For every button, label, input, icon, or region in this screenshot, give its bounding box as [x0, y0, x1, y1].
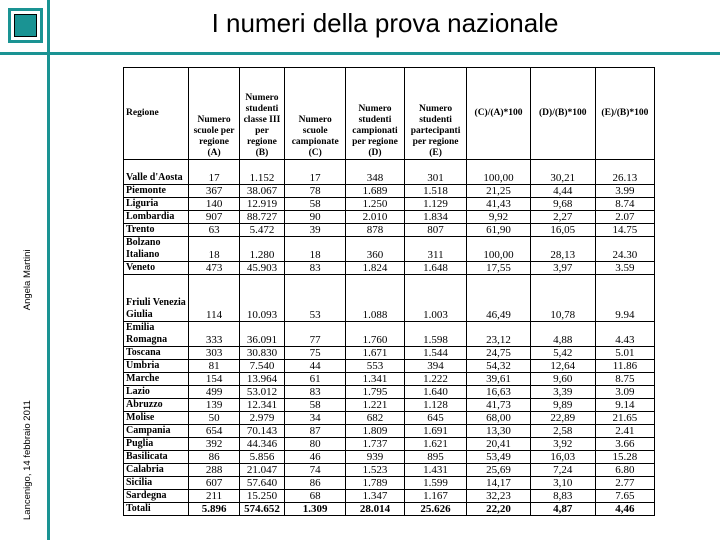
header-row [124, 68, 655, 160]
value-cell: 44 [285, 360, 346, 373]
value-cell: 83 [285, 386, 346, 399]
value-cell: 12.341 [239, 399, 284, 412]
value-cell: 878 [346, 224, 405, 237]
value-cell: 1.129 [404, 198, 467, 211]
region-cell: Totali [124, 503, 189, 516]
value-cell: 367 [189, 185, 239, 198]
value-cell: 1.809 [346, 425, 405, 438]
region-cell: Campania [124, 425, 189, 438]
value-cell: 1.309 [285, 503, 346, 516]
value-cell: 53.012 [239, 386, 284, 399]
value-cell: 895 [404, 451, 467, 464]
value-cell: 53,49 [467, 451, 530, 464]
table-row [124, 185, 655, 198]
value-cell: 311 [404, 237, 467, 262]
value-cell: 348 [346, 160, 405, 185]
value-cell: 46,49 [467, 275, 530, 322]
value-cell: 12,64 [530, 360, 595, 373]
value-cell: 80 [285, 438, 346, 451]
value-cell: 83 [285, 262, 346, 275]
logo-fill-icon [14, 14, 37, 37]
value-cell: 2.010 [346, 211, 405, 224]
region-cell: Abruzzo [124, 399, 189, 412]
region-cell: Veneto [124, 262, 189, 275]
value-cell: 4,44 [530, 185, 595, 198]
value-cell: 17 [189, 160, 239, 185]
table-row [124, 438, 655, 451]
value-cell: 32,23 [467, 490, 530, 503]
value-cell: 39 [285, 224, 346, 237]
value-cell: 1.280 [239, 237, 284, 262]
region-cell: Valle d'Aosta [124, 160, 189, 185]
value-cell: 211 [189, 490, 239, 503]
value-cell: 38.067 [239, 185, 284, 198]
value-cell: 3.59 [595, 262, 654, 275]
value-cell: 645 [404, 412, 467, 425]
value-cell: 1.737 [346, 438, 405, 451]
value-cell: 77 [285, 322, 346, 347]
value-cell: 1.518 [404, 185, 467, 198]
value-cell: 303 [189, 347, 239, 360]
value-cell: 3.99 [595, 185, 654, 198]
value-cell: 1.523 [346, 464, 405, 477]
value-cell: 16,63 [467, 386, 530, 399]
value-cell: 154 [189, 373, 239, 386]
column-header: Numero scuole per regione (A) [189, 68, 239, 160]
value-cell: 1.598 [404, 322, 467, 347]
value-cell: 9,89 [530, 399, 595, 412]
value-cell: 18 [285, 237, 346, 262]
value-cell: 15.250 [239, 490, 284, 503]
horizontal-divider [0, 52, 720, 55]
value-cell: 68 [285, 490, 346, 503]
value-cell: 4.43 [595, 322, 654, 347]
value-cell: 36.091 [239, 322, 284, 347]
value-cell: 14,17 [467, 477, 530, 490]
value-cell: 45.903 [239, 262, 284, 275]
value-cell: 58 [285, 399, 346, 412]
value-cell: 28,13 [530, 237, 595, 262]
value-cell: 9.14 [595, 399, 654, 412]
value-cell: 2.07 [595, 211, 654, 224]
value-cell: 13,30 [467, 425, 530, 438]
value-cell: 1.222 [404, 373, 467, 386]
region-cell: Molise [124, 412, 189, 425]
value-cell: 17,55 [467, 262, 530, 275]
value-cell: 21,25 [467, 185, 530, 198]
value-cell: 2,27 [530, 211, 595, 224]
region-cell: Liguria [124, 198, 189, 211]
value-cell: 1.431 [404, 464, 467, 477]
region-cell: Toscana [124, 347, 189, 360]
value-cell: 46 [285, 451, 346, 464]
value-cell: 333 [189, 322, 239, 347]
value-cell: 301 [404, 160, 467, 185]
value-cell: 574.652 [239, 503, 284, 516]
region-cell: Basilicata [124, 451, 189, 464]
value-cell: 6.80 [595, 464, 654, 477]
region-cell: Friuli Venezia Giulia [124, 275, 189, 322]
value-cell: 114 [189, 275, 239, 322]
value-cell: 18 [189, 237, 239, 262]
table-row [124, 275, 655, 322]
table-row [124, 373, 655, 386]
value-cell: 394 [404, 360, 467, 373]
table-row [124, 503, 655, 516]
value-cell: 1.671 [346, 347, 405, 360]
value-cell: 81 [189, 360, 239, 373]
value-cell: 140 [189, 198, 239, 211]
value-cell: 4,87 [530, 503, 595, 516]
value-cell: 86 [285, 477, 346, 490]
table-row [124, 211, 655, 224]
value-cell: 1.088 [346, 275, 405, 322]
table-row [124, 262, 655, 275]
value-cell: 8.74 [595, 198, 654, 211]
value-cell: 12.919 [239, 198, 284, 211]
value-cell: 41,73 [467, 399, 530, 412]
value-cell: 25.626 [404, 503, 467, 516]
region-cell: Calabria [124, 464, 189, 477]
column-header: (E)/(B)*100 [595, 68, 654, 160]
value-cell: 61 [285, 373, 346, 386]
value-cell: 5.856 [239, 451, 284, 464]
value-cell: 78 [285, 185, 346, 198]
value-cell: 3,39 [530, 386, 595, 399]
value-cell: 5,42 [530, 347, 595, 360]
value-cell: 1.760 [346, 322, 405, 347]
region-cell: Emilia Romagna [124, 322, 189, 347]
value-cell: 9,92 [467, 211, 530, 224]
value-cell: 2.979 [239, 412, 284, 425]
value-cell: 34 [285, 412, 346, 425]
author: Angela Martini [22, 249, 33, 311]
value-cell: 23,12 [467, 322, 530, 347]
region-cell: Trento [124, 224, 189, 237]
region-cell: Umbria [124, 360, 189, 373]
value-cell: 87 [285, 425, 346, 438]
value-cell: 2,58 [530, 425, 595, 438]
value-cell: 24.30 [595, 237, 654, 262]
value-cell: 16,05 [530, 224, 595, 237]
column-header: Numero studenti campionati per regione (D) [346, 68, 405, 160]
value-cell: 15.28 [595, 451, 654, 464]
value-cell: 11.86 [595, 360, 654, 373]
value-cell: 41,43 [467, 198, 530, 211]
column-header: (D)/(B)*100 [530, 68, 595, 160]
value-cell: 63 [189, 224, 239, 237]
value-cell: 61,90 [467, 224, 530, 237]
value-cell: 1.648 [404, 262, 467, 275]
region-cell: Puglia [124, 438, 189, 451]
value-cell: 1.599 [404, 477, 467, 490]
value-cell: 75 [285, 347, 346, 360]
value-cell: 58 [285, 198, 346, 211]
value-cell: 100,00 [467, 160, 530, 185]
value-cell: 8,83 [530, 490, 595, 503]
value-cell: 1.003 [404, 275, 467, 322]
value-cell: 7.540 [239, 360, 284, 373]
value-cell: 8.75 [595, 373, 654, 386]
value-cell: 907 [189, 211, 239, 224]
value-cell: 54,32 [467, 360, 530, 373]
value-cell: 50 [189, 412, 239, 425]
value-cell: 654 [189, 425, 239, 438]
value-cell: 1.834 [404, 211, 467, 224]
value-cell: 499 [189, 386, 239, 399]
value-cell: 1.689 [346, 185, 405, 198]
region-cell: Sicilia [124, 477, 189, 490]
value-cell: 90 [285, 211, 346, 224]
value-cell: 70.143 [239, 425, 284, 438]
column-header: Numero scuole campionate (C) [285, 68, 346, 160]
value-cell: 1.544 [404, 347, 467, 360]
region-cell: Lazio [124, 386, 189, 399]
value-cell: 1.167 [404, 490, 467, 503]
value-cell: 7.65 [595, 490, 654, 503]
column-header: Regione [124, 68, 189, 160]
value-cell: 20,41 [467, 438, 530, 451]
region-cell: Sardegna [124, 490, 189, 503]
value-cell: 16,03 [530, 451, 595, 464]
value-cell: 1.221 [346, 399, 405, 412]
value-cell: 3.09 [595, 386, 654, 399]
region-cell: Piemonte [124, 185, 189, 198]
value-cell: 9,68 [530, 198, 595, 211]
value-cell: 4,88 [530, 322, 595, 347]
value-cell: 1.347 [346, 490, 405, 503]
value-cell: 1.341 [346, 373, 405, 386]
value-cell: 360 [346, 237, 405, 262]
value-cell: 21.65 [595, 412, 654, 425]
value-cell: 5.472 [239, 224, 284, 237]
table-row [124, 160, 655, 185]
value-cell: 2.41 [595, 425, 654, 438]
value-cell: 1.128 [404, 399, 467, 412]
table-row [124, 198, 655, 211]
column-header: Numero studenti partecipanti per regione (E) [404, 68, 467, 160]
table-row [124, 490, 655, 503]
value-cell: 100,00 [467, 237, 530, 262]
value-cell: 25,69 [467, 464, 530, 477]
table-row [124, 224, 655, 237]
value-cell: 22,20 [467, 503, 530, 516]
table-row [124, 386, 655, 399]
value-cell: 57.640 [239, 477, 284, 490]
value-cell: 44.346 [239, 438, 284, 451]
table-row [124, 425, 655, 438]
value-cell: 3,97 [530, 262, 595, 275]
value-cell: 10.093 [239, 275, 284, 322]
table-row [124, 360, 655, 373]
column-header: (C)/(A)*100 [467, 68, 530, 160]
value-cell: 4,46 [595, 503, 654, 516]
value-cell: 10,78 [530, 275, 595, 322]
value-cell: 14.75 [595, 224, 654, 237]
value-cell: 1.824 [346, 262, 405, 275]
data-table [123, 67, 655, 516]
value-cell: 1.621 [404, 438, 467, 451]
table-row [124, 347, 655, 360]
value-cell: 5.01 [595, 347, 654, 360]
value-cell: 5.896 [189, 503, 239, 516]
table-row [124, 322, 655, 347]
value-cell: 682 [346, 412, 405, 425]
value-cell: 3,10 [530, 477, 595, 490]
value-cell: 24,75 [467, 347, 530, 360]
region-cell: Bolzano Italiano [124, 237, 189, 262]
value-cell: 13.964 [239, 373, 284, 386]
value-cell: 553 [346, 360, 405, 373]
value-cell: 74 [285, 464, 346, 477]
value-cell: 86 [189, 451, 239, 464]
table-row [124, 237, 655, 262]
value-cell: 1.789 [346, 477, 405, 490]
table-row [124, 477, 655, 490]
value-cell: 288 [189, 464, 239, 477]
value-cell: 939 [346, 451, 405, 464]
value-cell: 3.66 [595, 438, 654, 451]
value-cell: 30.830 [239, 347, 284, 360]
value-cell: 1.250 [346, 198, 405, 211]
value-cell: 30,21 [530, 160, 595, 185]
value-cell: 28.014 [346, 503, 405, 516]
value-cell: 1.640 [404, 386, 467, 399]
table-row [124, 412, 655, 425]
value-cell: 807 [404, 224, 467, 237]
region-cell: Lombardia [124, 211, 189, 224]
table-row [124, 451, 655, 464]
value-cell: 7,24 [530, 464, 595, 477]
slide-title: I numeri della prova nazionale [211, 8, 559, 38]
value-cell: 473 [189, 262, 239, 275]
value-cell: 1.691 [404, 425, 467, 438]
value-cell: 1.152 [239, 160, 284, 185]
value-cell: 26.13 [595, 160, 654, 185]
value-cell: 22,89 [530, 412, 595, 425]
table-row [124, 399, 655, 412]
value-cell: 607 [189, 477, 239, 490]
value-cell: 2.77 [595, 477, 654, 490]
value-cell: 9.94 [595, 275, 654, 322]
value-cell: 21.047 [239, 464, 284, 477]
table-row [124, 464, 655, 477]
region-cell: Marche [124, 373, 189, 386]
column-header: Numero studenti classe III per regione (B) [239, 68, 284, 160]
value-cell: 1.795 [346, 386, 405, 399]
place-date: Lancenigo, 14 febbraio 2011 [22, 400, 33, 520]
value-cell: 17 [285, 160, 346, 185]
value-cell: 39,61 [467, 373, 530, 386]
vertical-divider [47, 0, 50, 540]
value-cell: 9,60 [530, 373, 595, 386]
value-cell: 3,92 [530, 438, 595, 451]
value-cell: 68,00 [467, 412, 530, 425]
side-caption [22, 160, 33, 520]
value-cell: 392 [189, 438, 239, 451]
value-cell: 53 [285, 275, 346, 322]
value-cell: 88.727 [239, 211, 284, 224]
value-cell: 139 [189, 399, 239, 412]
